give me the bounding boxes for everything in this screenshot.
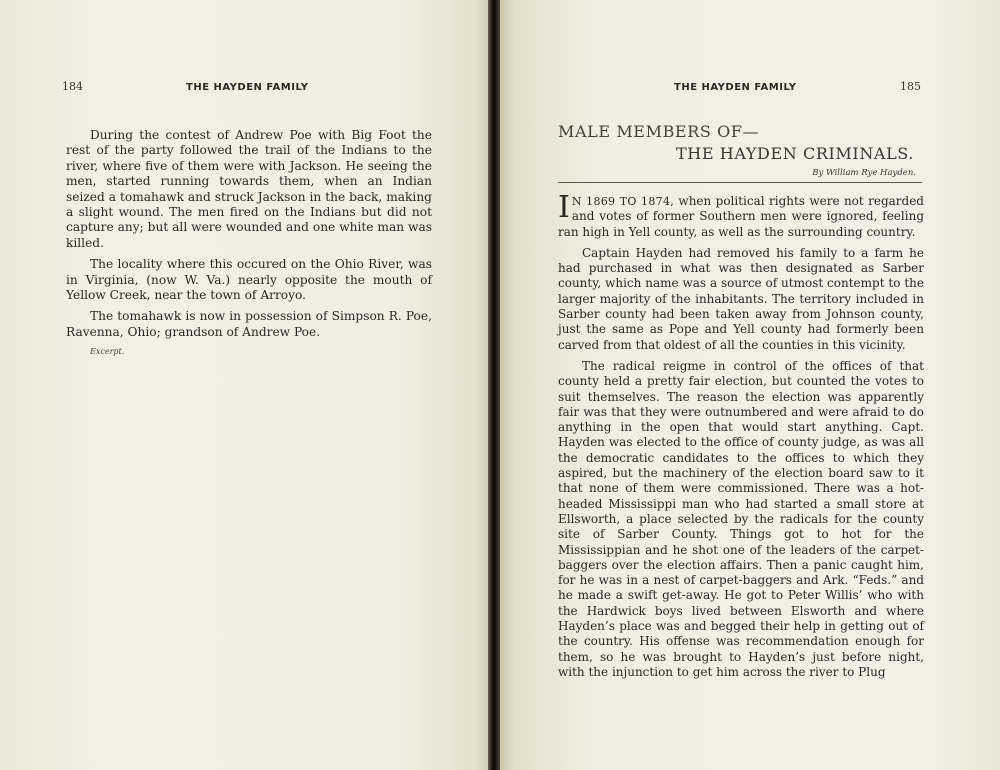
right-body-text — [558, 190, 924, 686]
left-page-number: 184 — [62, 80, 83, 93]
opening-words: N 1869 TO 1874, — [571, 195, 675, 208]
right-running-head: THE HAYDEN FAMILY — [674, 82, 797, 93]
left-paragraph-3: The tomahawk is now in possession of Simpson R. Poe, Ravenna, Ohio; grandson of Andrew Poe. — [66, 309, 432, 339]
left-paragraph-1: During the contest of Andrew Poe with Big Foot the rest of the party followed the trail of the Indians to the river, where five of them were with Jackson. He seeing the men, started running towards them, when an Indian seized a tomahawk and struck Jackson in the back, making a slight wound. The men fired on the Indians but did not capture any; but all were wounded and one white man was killed. — [66, 128, 432, 250]
right-paragraph-1 — [558, 190, 924, 240]
drop-cap: I — [558, 190, 570, 225]
first-paragraph-rest: when political rights were not regarded and votes of former Southern men were ignored, feeling ran high in Yell county, as well as the surrounding country. — [558, 194, 924, 239]
book-gutter — [488, 0, 500, 770]
left-running-head: THE HAYDEN FAMILY — [186, 82, 309, 93]
right-page-number: 185 — [900, 80, 921, 93]
left-body-text — [66, 128, 432, 360]
article-title-line-2: THE HAYDEN CRIMINALS. — [676, 144, 914, 163]
left-page — [0, 0, 490, 770]
right-paragraph-2: Captain Hayden had removed his family to a farm he had purchased in what was then designated as Sarber county, which name was a source of utmost contempt to the larger majority of the inhabitants. The territory included in Sarber county had been taken away from Johnson county, just the same as Pope and Yell county had formerly been carved from that oldest of all the counties in this vicinity. — [558, 245, 924, 352]
article-title-line-1: MALE MEMBERS OF— — [558, 122, 760, 141]
left-paragraph-2: The locality where this occured on the Ohio River, was in Virginia, (now W. Va.) nearly opposite the mouth of Yellow Creek, near the town of Arroyo. — [66, 257, 432, 303]
right-paragraph-3: The radical reigme in control of the offices of that county held a pretty fair election, but counted the votes to suit themselves. The reason the election was apparently fair was that they were outnumbered and were afraid to do anything in the open that would start anything. Capt. Hayden was elected to the office of county judge, as was all the democratic candidates to the offices to which they aspired, but the machinery of the election board saw to it that none of them were commissioned. There was a hot-headed Mississippi man who had started a small store at Ellsworth, a place selected by the radicals for the county site of Sarber County. Things got to hot for the Mississippian and he shot one of the leaders of the carpet-baggers over the election affairs. Then a panic caught him, for he was in a nest of carpet-baggers and Ark. “Feds.” and he made a swift get-away. He got to Peter Willis’ who with the Hardwick boys lived between Elsworth and where Hayden’s place was and begged their help in getting out of the country. His offense was recommendation enough for them, so he was brought to Hayden’s just before night, with the injunction to get him across the river to Plug — [558, 358, 924, 679]
article-byline: By William Rye Hayden. — [812, 168, 916, 178]
title-rule — [558, 182, 922, 183]
right-page — [500, 0, 1000, 770]
excerpt-label: Excerpt. — [90, 347, 125, 357]
